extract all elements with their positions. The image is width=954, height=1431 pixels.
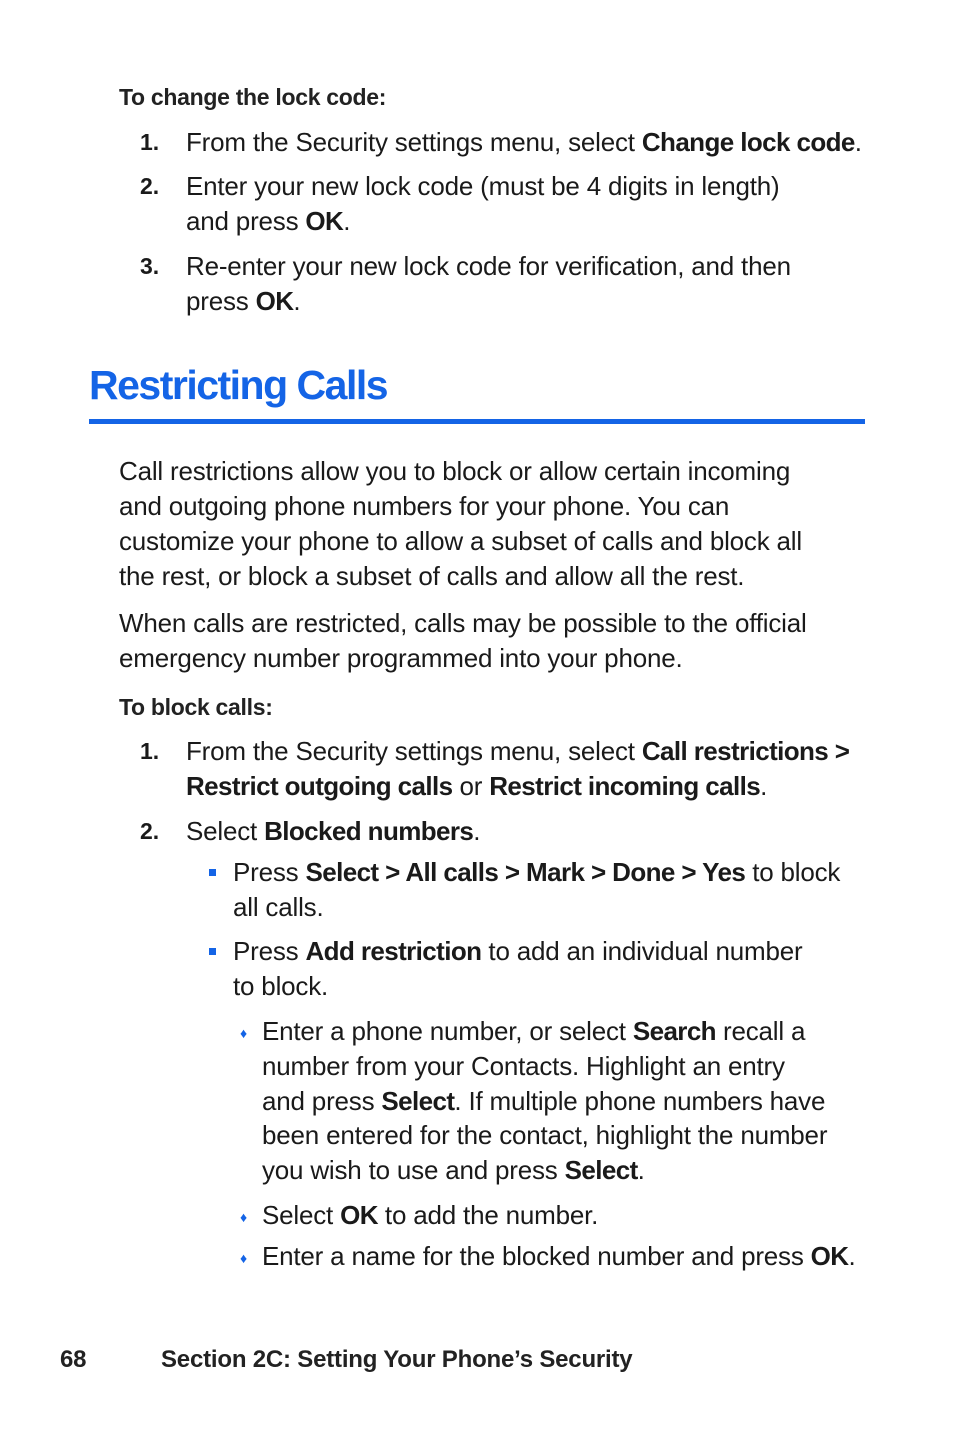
- diamond-bullet-icon: ♦: [240, 1209, 248, 1225]
- lock-step-2-line2: and press OK.: [186, 206, 351, 236]
- block-step-2: Select Blocked numbers.: [186, 816, 481, 846]
- block-step-1-line2: Restrict outgoing calls or Restrict incoming calls.: [186, 771, 768, 801]
- section-title: Restricting Calls: [89, 362, 388, 408]
- sub-bullet-2: Select OK to add the number.: [262, 1200, 599, 1230]
- square-bullet-icon: [209, 869, 216, 876]
- sub-bullet-3: Enter a name for the blocked number and press OK.: [262, 1241, 856, 1271]
- bullet-2-line1: Press Add restriction to add an individual number: [233, 936, 803, 966]
- lock-code-heading: To change the lock code:: [119, 84, 387, 110]
- intro-line: the rest, or block a subset of calls and allow all the rest.: [119, 561, 745, 591]
- intro-line: Call restrictions allow you to block or allow certain incoming: [119, 456, 791, 486]
- step-number: 1.: [140, 738, 160, 764]
- bullet-1-line2: all calls.: [233, 892, 324, 922]
- emergency-line: emergency number programmed into your phone.: [119, 643, 683, 673]
- step-number: 2.: [140, 173, 160, 199]
- lock-step-3-line1: Re-enter your new lock code for verification, and then: [186, 251, 791, 281]
- square-bullet-icon: [209, 948, 216, 955]
- lock-step-2-line1: Enter your new lock code (must be 4 digits in length): [186, 171, 780, 201]
- page-number: 68: [60, 1346, 87, 1373]
- step-number: 1.: [140, 129, 160, 155]
- title-rule: [89, 419, 865, 424]
- sub-bullet-1-line5: you wish to use and press Select.: [262, 1155, 645, 1185]
- diamond-bullet-icon: ♦: [240, 1250, 248, 1266]
- sub-bullet-1-line3: and press Select. If multiple phone numbers have: [262, 1086, 826, 1116]
- step-number: 2.: [140, 818, 160, 844]
- emergency-line: When calls are restricted, calls may be possible to the official: [119, 608, 807, 638]
- lock-step-3-line2: press OK.: [186, 286, 301, 316]
- diamond-bullet-icon: ♦: [240, 1025, 248, 1041]
- bullet-2-line2: to block.: [233, 971, 329, 1001]
- intro-line: and outgoing phone numbers for your phone. You can: [119, 491, 730, 521]
- step-number: 3.: [140, 253, 160, 279]
- sub-bullet-1-line1: Enter a phone number, or select Search recall a: [262, 1016, 806, 1046]
- block-calls-heading: To block calls:: [119, 694, 273, 720]
- bullet-1-line1: Press Select > All calls > Mark > Done > Yes to block: [233, 857, 841, 887]
- sub-bullet-1-line4: been entered for the contact, highlight the number: [262, 1120, 828, 1150]
- section-footer-label: Section 2C: Setting Your Phone’s Security: [161, 1346, 633, 1373]
- sub-bullet-1-line2: number from your Contacts. Highlight an entry: [262, 1051, 785, 1081]
- block-step-1-line1: From the Security settings menu, select Call restrictions >: [186, 736, 850, 766]
- intro-line: customize your phone to allow a subset of calls and block all: [119, 526, 802, 556]
- lock-step-1: From the Security settings menu, select Change lock code.: [186, 127, 862, 157]
